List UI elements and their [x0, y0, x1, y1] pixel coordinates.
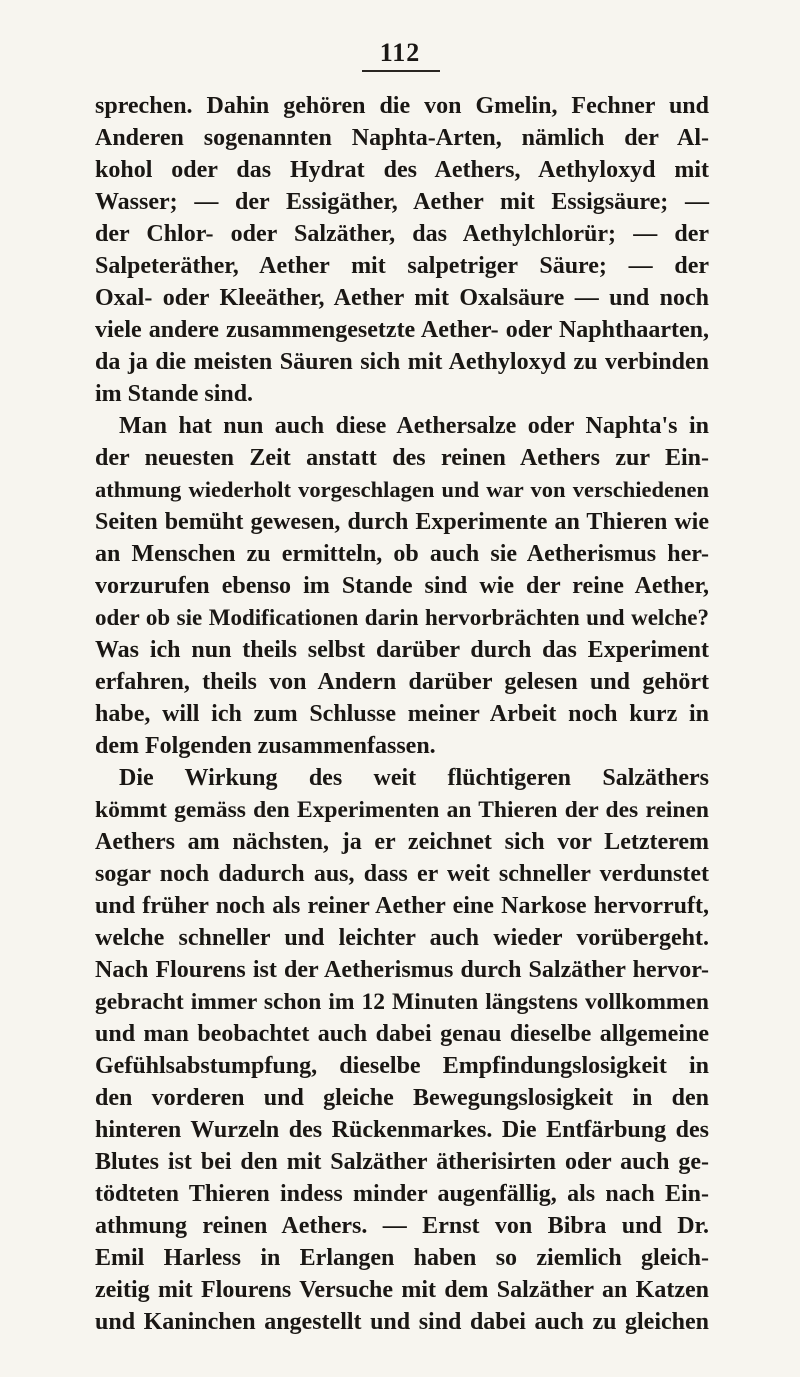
- text-line: Seiten bemüht gewesen, durch Experimente an Thieren wie: [95, 509, 709, 535]
- text-line: sogar noch dadurch aus, dass er weit schneller verdunstet: [95, 861, 709, 887]
- text-line: der Chlor- oder Salzäther, das Aethylchlorür; — der: [95, 221, 709, 247]
- text-line: dem Folgenden zusammenfassen.: [95, 733, 436, 759]
- page-number: 112: [379, 38, 421, 67]
- text-line: und man beobachtet auch dabei genau dieselbe allgemeine: [95, 1021, 709, 1047]
- text-line: im Stande sind.: [95, 381, 254, 407]
- text-line: kohol oder das Hydrat des Aethers, Aethyloxyd mit: [95, 157, 709, 183]
- text-line: und früher noch als reiner Aether eine Narkose hervorruft,: [95, 893, 709, 919]
- text-line: und Kaninchen angestellt und sind dabei auch zu gleichen: [95, 1309, 709, 1335]
- text-line: welche schneller und leichter auch wieder vorübergeht.: [95, 925, 709, 951]
- text-line: vorzurufen ebenso im Stande sind wie der reine Aether,: [95, 573, 709, 599]
- text-line: habe, will ich zum Schlusse meiner Arbeit noch kurz in: [95, 701, 709, 727]
- text-line: sprechen. Dahin gehören die von Gmelin, Fechner und: [95, 93, 709, 119]
- text-line: Anderen sogenannten Naphta-Arten, nämlich der Al-: [95, 125, 709, 151]
- text-line: hinteren Wurzeln des Rückenmarkes. Die Entfärbung des: [95, 1117, 709, 1143]
- text-line: Salpeteräther, Aether mit salpetriger Säure; — der: [95, 253, 709, 279]
- text-line: Man hat nun auch diese Aethersalze oder Naphta's in: [119, 413, 709, 439]
- text-line: athmung reinen Aethers. — Ernst von Bibra und Dr.: [95, 1213, 709, 1239]
- text-line: oder ob sie Modificationen darin hervorbrächten und welche?: [95, 605, 709, 630]
- text-line: Gefühlsabstumpfung, dieselbe Empfindungslosigkeit in: [95, 1053, 709, 1079]
- text-line: Blutes ist bei den mit Salzäther ätherisirten oder auch ge-: [95, 1149, 709, 1175]
- text-line: kömmt gemäss den Experimenten an Thieren der des reinen: [95, 797, 709, 823]
- text-line: zeitig mit Flourens Versuche mit dem Salzäther an Katzen: [95, 1277, 709, 1303]
- text-line: Nach Flourens ist der Aetherismus durch Salzäther hervor-: [95, 957, 709, 983]
- text-line: da ja die meisten Säuren sich mit Aethyloxyd zu verbinden: [95, 349, 709, 375]
- text-line: viele andere zusammengesetzte Aether- oder Naphthaarten,: [95, 317, 709, 343]
- page-number-rule: [362, 70, 440, 72]
- text-line: Oxal- oder Kleeäther, Aether mit Oxalsäure — und noch: [95, 285, 709, 311]
- text-line: erfahren, theils von Andern darüber gelesen und gehört: [95, 669, 709, 695]
- text-line: gebracht immer schon im 12 Minuten längstens vollkommen: [95, 989, 709, 1015]
- text-line: der neuesten Zeit anstatt des reinen Aethers zur Ein-: [95, 445, 709, 471]
- text-line: Wasser; — der Essigäther, Aether mit Essigsäure; —: [95, 189, 709, 215]
- text-line: tödteten Thieren indess minder augenfällig, als nach Ein-: [95, 1181, 709, 1207]
- text-line: Aethers am nächsten, ja er zeichnet sich vor Letzterem: [95, 829, 709, 855]
- text-line: den vorderen und gleiche Bewegungslosigkeit in den: [95, 1085, 709, 1111]
- text-line: Emil Harless in Erlangen haben so ziemlich gleich-: [95, 1245, 709, 1271]
- text-line: athmung wiederholt vorgeschlagen und war von verschiedenen: [95, 477, 709, 502]
- text-line: an Menschen zu ermitteln, ob auch sie Aetherismus her-: [95, 541, 709, 567]
- text-line: Die Wirkung des weit flüchtigeren Salzäthers: [119, 765, 709, 791]
- text-line: Was ich nun theils selbst darüber durch das Experiment: [95, 637, 709, 663]
